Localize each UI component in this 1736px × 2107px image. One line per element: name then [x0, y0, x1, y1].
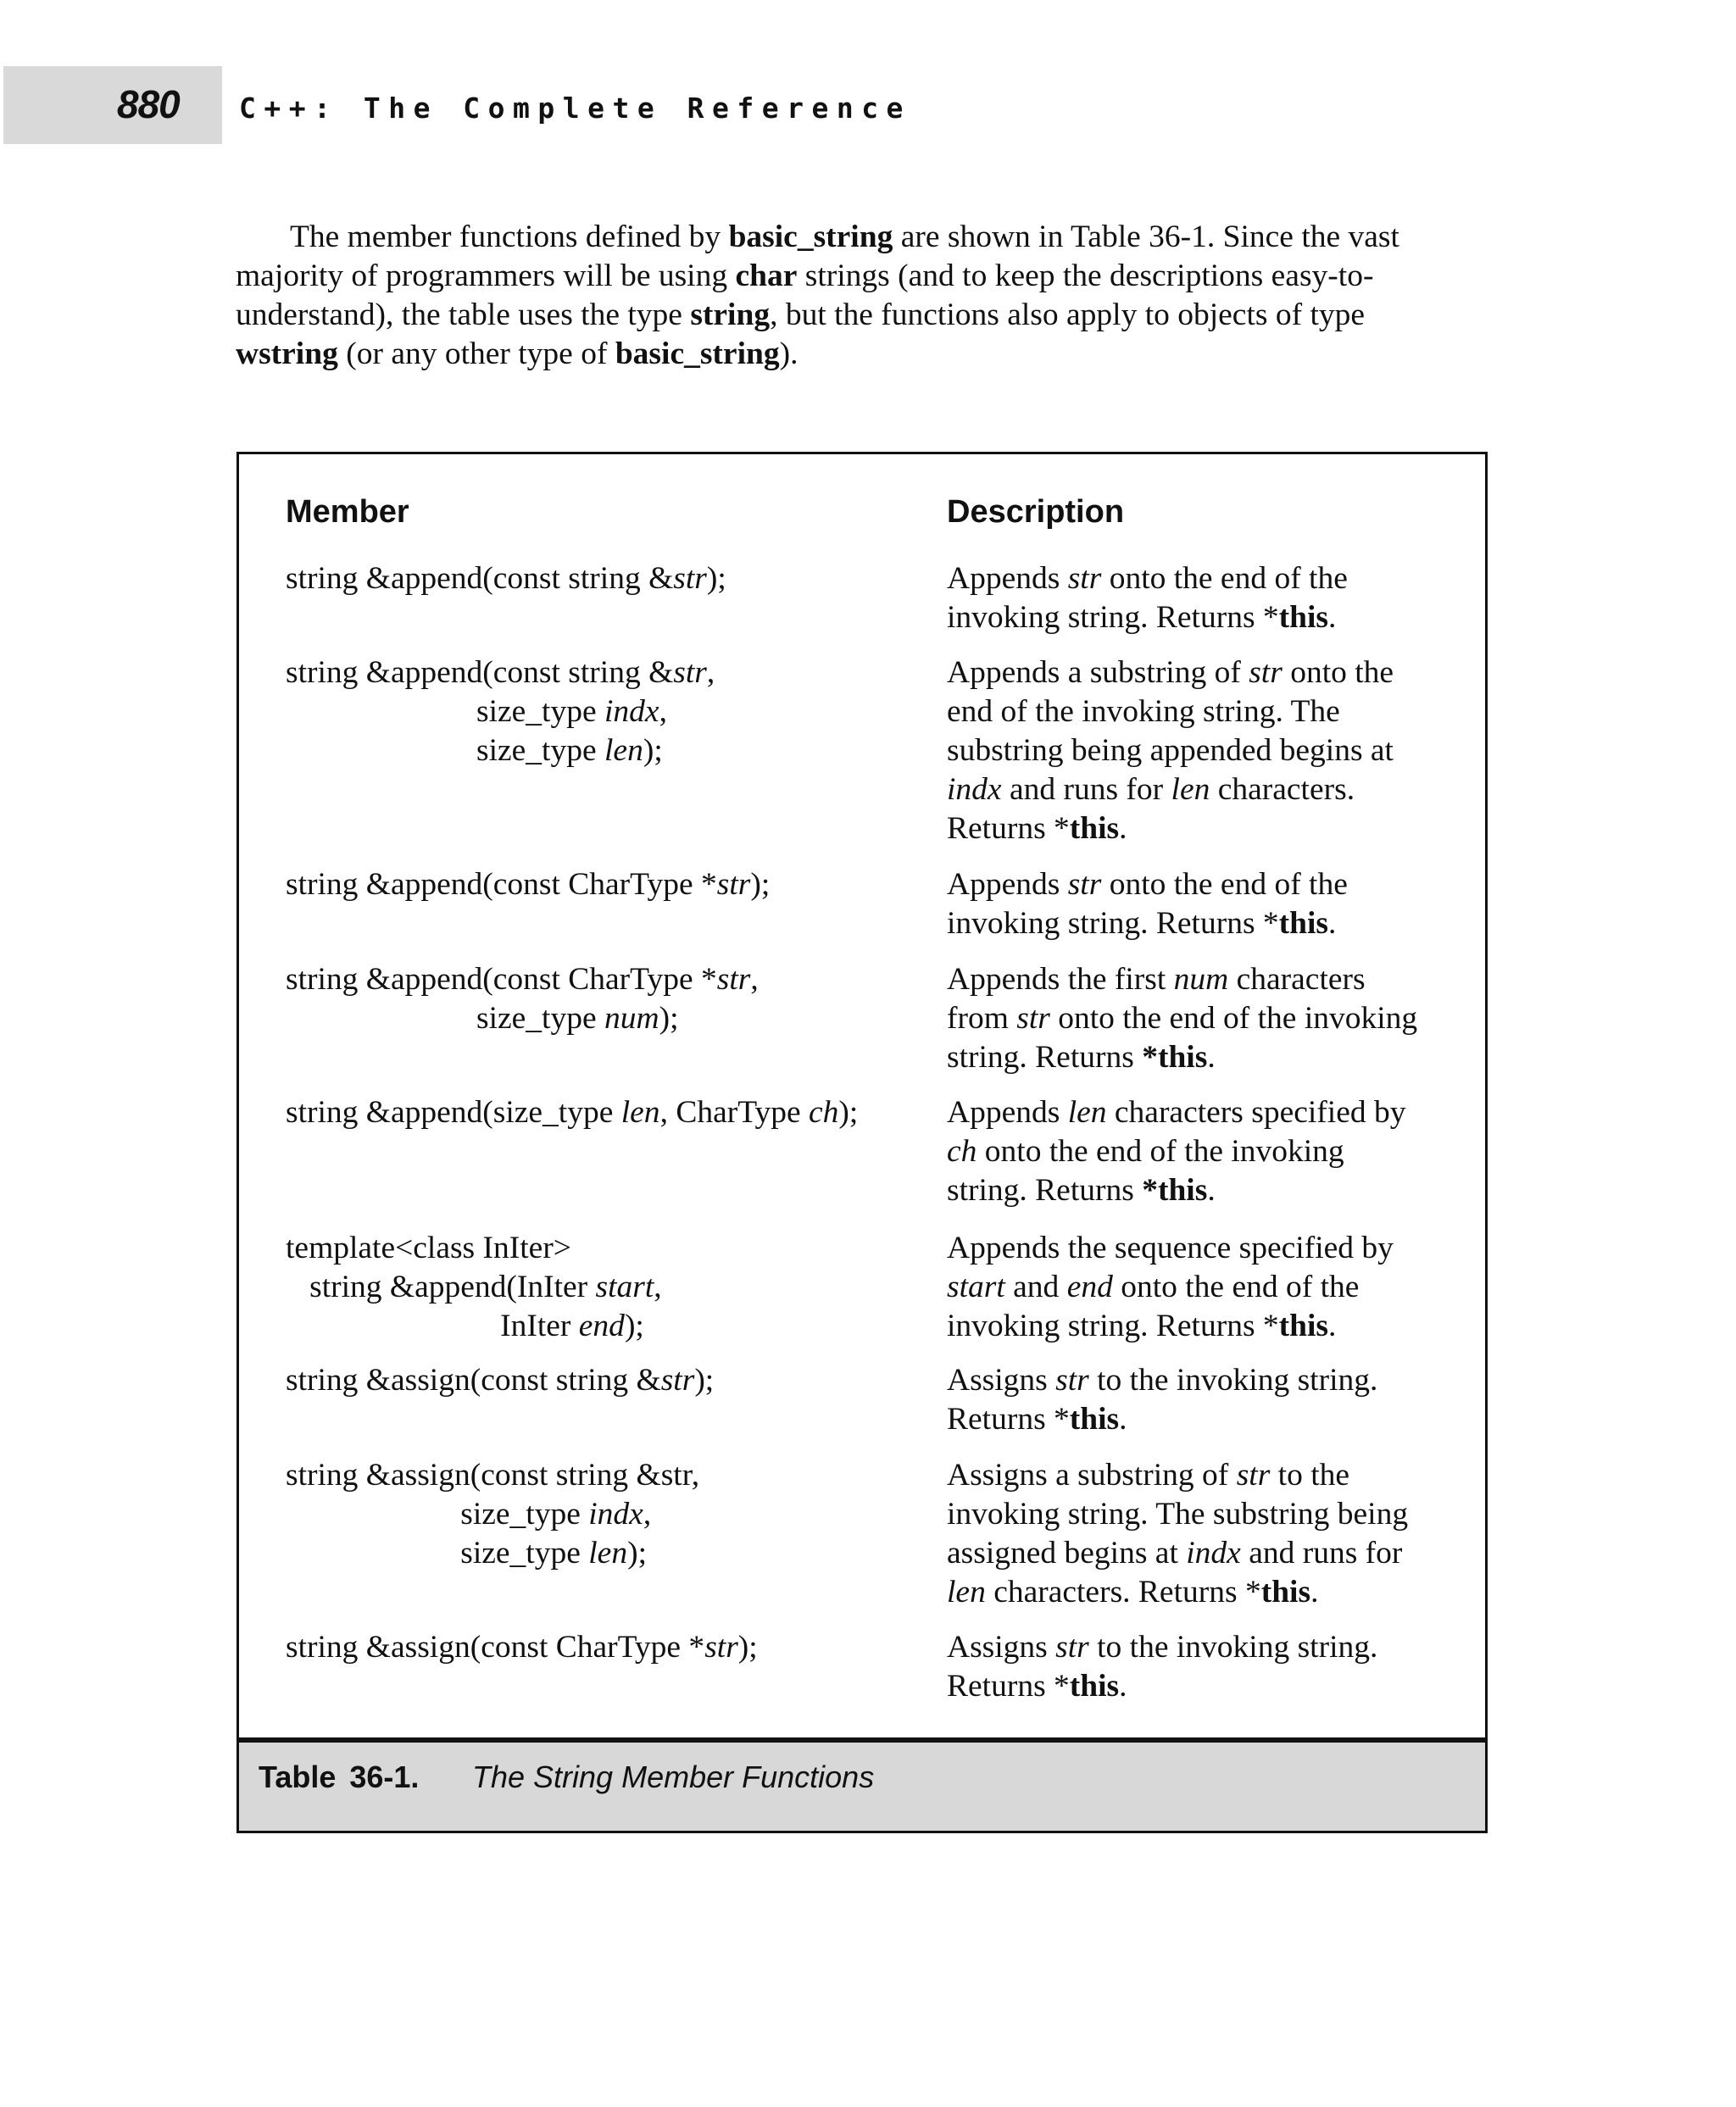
cell-text: Returns * — [947, 1669, 1070, 1704]
cell-text: . — [1328, 1309, 1337, 1343]
parameter-name: num — [1173, 962, 1229, 997]
cell-text: string &append(const string & — [286, 561, 674, 596]
cell-line — [947, 1573, 1408, 1612]
keyword-text: this — [1278, 600, 1329, 635]
cell-line — [947, 653, 1394, 692]
cell-line — [286, 1229, 662, 1268]
cell-text: size_type — [286, 1536, 589, 1571]
cell-text: Returns * — [947, 811, 1070, 846]
cell-line — [947, 1171, 1405, 1210]
cell-text: Assigns — [947, 1630, 1056, 1665]
cell-text: , — [750, 962, 759, 997]
cell-text: . — [1207, 1040, 1216, 1075]
parameter-name: str — [660, 1363, 695, 1398]
cell-line — [286, 1268, 662, 1307]
member-cell — [286, 1229, 662, 1346]
cell-text: to the — [1270, 1458, 1350, 1493]
cell-text: . — [1328, 906, 1337, 941]
cell-line — [286, 692, 715, 731]
intro-bold-term: basic_string — [728, 220, 893, 254]
cell-text: string &append(const string & — [286, 655, 674, 690]
member-cell — [286, 960, 759, 1038]
cell-line — [286, 559, 726, 598]
cell-text: invoking string. Returns * — [947, 1309, 1279, 1343]
cell-text: ); — [838, 1095, 859, 1130]
parameter-name: end — [578, 1309, 625, 1343]
parameter-name: str — [673, 655, 707, 690]
cell-text: . — [1119, 1669, 1127, 1704]
parameter-name: str — [673, 561, 707, 596]
cell-line — [947, 1229, 1394, 1268]
parameter-name: str — [1055, 1630, 1089, 1665]
description-cell — [947, 1229, 1394, 1346]
cell-line — [947, 1132, 1405, 1171]
running-title: C++: The Complete Reference — [239, 92, 911, 125]
cell-line — [947, 904, 1348, 943]
cell-line — [947, 598, 1348, 637]
member-cell — [286, 1361, 714, 1400]
cell-line — [947, 809, 1394, 848]
cell-text: characters specified by — [1106, 1095, 1406, 1130]
parameter-name: indx — [1186, 1536, 1241, 1571]
cell-line — [947, 999, 1417, 1038]
cell-text: InIter — [286, 1309, 579, 1343]
parameter-name: ch — [809, 1095, 839, 1130]
cell-text: characters. Returns * — [985, 1575, 1261, 1609]
cell-text: characters — [1228, 962, 1366, 997]
cell-line — [947, 731, 1394, 770]
cell-line — [947, 1456, 1408, 1495]
keyword-text: this — [1260, 1575, 1311, 1609]
intro-text: , but the functions also apply to objects of type — [770, 297, 1366, 332]
cell-text: size_type — [286, 1001, 604, 1036]
parameter-name: end — [1066, 1270, 1113, 1304]
cell-text: invoking string. Returns * — [947, 600, 1279, 635]
parameter-name: len — [1171, 772, 1210, 807]
cell-text: size_type — [286, 733, 604, 768]
keyword-text: this — [1069, 1669, 1120, 1704]
parameter-name: start — [595, 1270, 654, 1304]
cell-text: string &append(const CharType * — [286, 867, 717, 902]
member-cell — [286, 865, 770, 904]
member-cell — [286, 653, 715, 770]
cell-line — [947, 1093, 1405, 1132]
cell-text: string &append(size_type — [286, 1095, 621, 1130]
cell-text: and — [1004, 1270, 1067, 1304]
cell-text: to the invoking string. — [1088, 1363, 1378, 1398]
parameter-name: num — [604, 1001, 659, 1036]
parameter-name: indx — [588, 1497, 643, 1532]
cell-text: , — [706, 655, 715, 690]
table-caption-title: The String Member Functions — [472, 1760, 875, 1794]
cell-text: string &assign(const string &str, — [286, 1458, 700, 1493]
cell-text: . — [1207, 1173, 1216, 1208]
table-caption-number: Table 36-1. — [259, 1760, 420, 1794]
cell-line — [286, 731, 715, 770]
cell-line — [947, 1361, 1377, 1400]
description-cell — [947, 653, 1394, 848]
cell-text: template<class InIter> — [286, 1231, 571, 1265]
cell-text: Appends — [947, 561, 1068, 596]
cell-text: Appends — [947, 1095, 1068, 1130]
cell-line — [947, 1628, 1377, 1667]
cell-text: onto the end of the invoking — [976, 1134, 1344, 1169]
cell-line — [286, 1495, 699, 1534]
cell-text: onto the end of the invoking — [1049, 1001, 1418, 1036]
cell-text: string &assign(const string & — [286, 1363, 661, 1398]
parameter-name: indx — [604, 694, 659, 729]
cell-line — [286, 1534, 699, 1573]
cell-line — [947, 1667, 1377, 1706]
cell-text: string &append(const CharType * — [286, 962, 717, 997]
cell-line — [286, 1628, 758, 1667]
cell-text: to the invoking string. — [1088, 1630, 1378, 1665]
cell-line — [286, 653, 715, 692]
member-cell — [286, 1093, 858, 1132]
parameter-name: str — [716, 962, 751, 997]
cell-text: ); — [627, 1536, 647, 1571]
cell-text: from — [947, 1001, 1017, 1036]
cell-text: string &append(InIter — [286, 1270, 596, 1304]
keyword-text: *this — [1142, 1173, 1208, 1208]
cell-text: size_type — [286, 694, 604, 729]
intro-bold-term: wstring — [236, 336, 338, 371]
parameter-name: str — [1236, 1458, 1271, 1493]
description-column-header: Description — [947, 494, 1125, 530]
cell-text: Returns * — [947, 1402, 1070, 1437]
cell-line — [947, 960, 1417, 999]
cell-line — [947, 692, 1394, 731]
cell-text: ); — [694, 1363, 715, 1398]
page-number-tab — [3, 66, 222, 144]
parameter-name: len — [620, 1095, 660, 1130]
cell-text: ); — [643, 733, 663, 768]
cell-text: and runs for — [1001, 772, 1171, 807]
cell-text: Assigns a substring of — [947, 1458, 1237, 1493]
cell-text: Appends a substring of — [947, 655, 1249, 690]
member-cell — [286, 1456, 699, 1573]
cell-line — [947, 1268, 1394, 1307]
cell-text: onto the — [1282, 655, 1394, 690]
cell-text: end of the invoking string. The — [947, 694, 1340, 729]
cell-text: . — [1119, 811, 1127, 846]
intro-text: (or any other type of — [337, 336, 615, 371]
cell-text: ); — [750, 867, 771, 902]
cell-line — [286, 1361, 714, 1400]
cell-line — [947, 1038, 1417, 1077]
cell-text: Appends the sequence specified by — [947, 1231, 1394, 1265]
parameter-name: str — [1067, 867, 1102, 902]
cell-text: string &assign(const CharType * — [286, 1630, 705, 1665]
cell-text: invoking string. The substring being — [947, 1497, 1409, 1532]
cell-text: characters. — [1210, 772, 1355, 807]
cell-text: . — [1119, 1402, 1127, 1437]
intro-bold-term: basic_string — [615, 336, 780, 371]
cell-text: onto the end of the — [1101, 561, 1348, 596]
cell-line — [947, 1495, 1408, 1534]
intro-text: strings (and to keep the descriptions easy-to-understand), the table uses the type — [236, 259, 1374, 332]
parameter-name: len — [604, 733, 643, 768]
cell-text: ); — [737, 1630, 758, 1665]
cell-line — [947, 865, 1348, 904]
parameter-name: str — [1067, 561, 1102, 596]
cell-text: Appends the first — [947, 962, 1174, 997]
cell-text: ); — [624, 1309, 644, 1343]
intro-paragraph — [236, 218, 1473, 374]
description-cell — [947, 1361, 1377, 1439]
cell-line — [286, 1093, 858, 1132]
cell-text: assigned begins at — [947, 1536, 1187, 1571]
cell-text: and runs for — [1240, 1536, 1403, 1571]
cell-line — [947, 559, 1348, 598]
member-column-header: Member — [286, 494, 409, 530]
description-cell — [947, 960, 1417, 1077]
description-cell — [947, 559, 1348, 637]
parameter-name: len — [1067, 1095, 1107, 1130]
keyword-text: this — [1069, 811, 1120, 846]
parameter-name: str — [1249, 655, 1283, 690]
cell-text: string. Returns — [947, 1040, 1143, 1075]
cell-text: Appends — [947, 867, 1068, 902]
cell-text: onto the end of the — [1112, 1270, 1360, 1304]
description-cell — [947, 865, 1348, 943]
cell-text: ); — [659, 1001, 679, 1036]
intro-text: ). — [779, 336, 798, 371]
parameter-name: ch — [947, 1134, 977, 1169]
parameter-name: start — [947, 1270, 1005, 1304]
keyword-text: *this — [1142, 1040, 1208, 1075]
cell-text: Assigns — [947, 1363, 1056, 1398]
parameter-name: str — [1055, 1363, 1089, 1398]
cell-line — [947, 1534, 1408, 1573]
cell-text: onto the end of the — [1101, 867, 1348, 902]
cell-text: ); — [706, 561, 726, 596]
cell-text: , CharType — [659, 1095, 810, 1130]
cell-text: . — [1310, 1575, 1319, 1609]
intro-bold-term: string — [690, 297, 771, 332]
cell-line — [947, 770, 1394, 809]
cell-text: . — [1328, 600, 1337, 635]
parameter-name: str — [1016, 1001, 1050, 1036]
member-cell — [286, 1628, 758, 1667]
keyword-text: this — [1069, 1402, 1120, 1437]
cell-line — [286, 1307, 662, 1346]
keyword-text: this — [1278, 906, 1329, 941]
parameter-name: indx — [947, 772, 1002, 807]
page-number: 880 — [117, 82, 180, 126]
cell-line — [947, 1307, 1394, 1346]
cell-text: invoking string. Returns * — [947, 906, 1279, 941]
cell-text: size_type — [286, 1497, 589, 1532]
cell-text: string. Returns — [947, 1173, 1143, 1208]
cell-line — [286, 1456, 699, 1495]
cell-text: , — [659, 694, 667, 729]
member-cell — [286, 559, 726, 598]
cell-text: substring being appended begins at — [947, 733, 1394, 768]
intro-text: The member functions defined by — [290, 220, 729, 254]
cell-line — [286, 960, 759, 999]
cell-text: , — [643, 1497, 652, 1532]
keyword-text: this — [1278, 1309, 1329, 1343]
description-cell — [947, 1093, 1405, 1210]
cell-line — [286, 865, 770, 904]
intro-text: are shown in Table 36-1. Since the vast majority of programmers will be using — [236, 220, 1399, 293]
parameter-name: len — [588, 1536, 628, 1571]
parameter-name: str — [704, 1630, 738, 1665]
parameter-name: len — [947, 1575, 986, 1609]
description-cell — [947, 1628, 1377, 1706]
description-cell — [947, 1456, 1408, 1612]
cell-line — [286, 999, 759, 1038]
cell-text: , — [654, 1270, 662, 1304]
cell-line — [947, 1400, 1377, 1439]
intro-bold-term: char — [735, 259, 798, 293]
parameter-name: str — [716, 867, 751, 902]
